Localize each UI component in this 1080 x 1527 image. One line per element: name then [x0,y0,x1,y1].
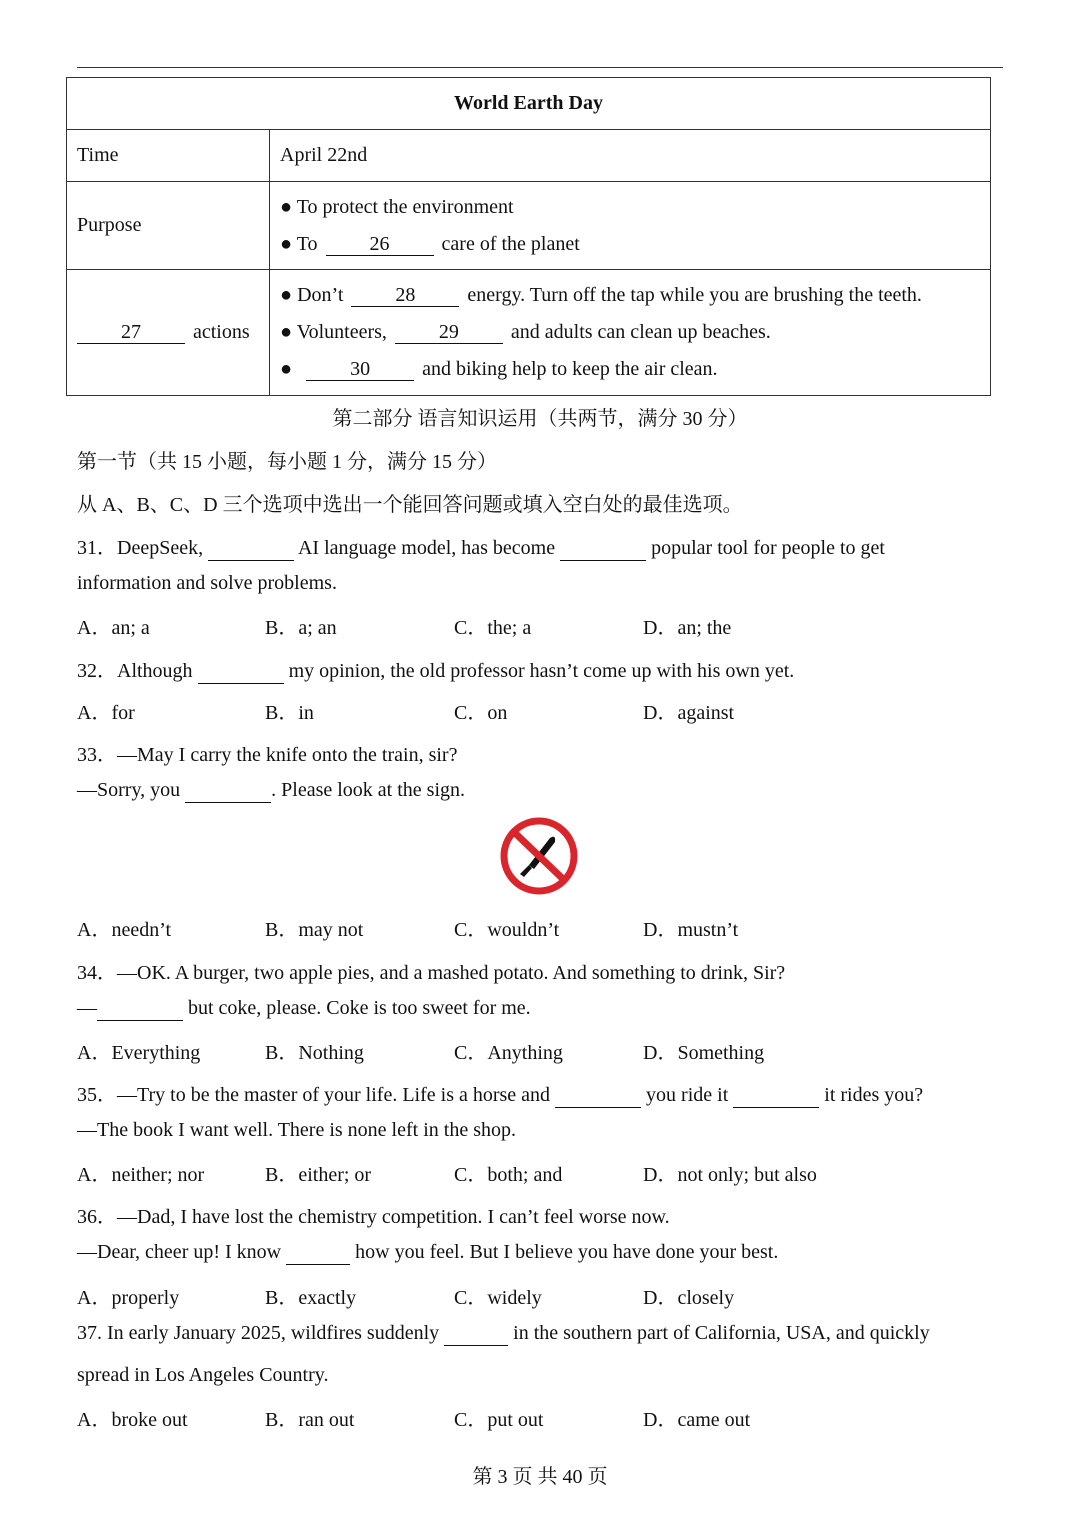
action-3-pre: ● [280,358,293,380]
q37-part-a: 37. In early January 2025, wildfires suddenly [77,1322,440,1344]
q37-blank [444,1322,508,1346]
q34-blank [97,997,183,1021]
q34-part-b: but coke, please. Coke is too sweet for me. [188,997,531,1019]
option: D．Something [643,1042,765,1064]
option: C．widely [454,1287,542,1309]
q35-line2: —The book I want well. There is none left in the shop. [77,1119,516,1141]
option: D．an; the [643,617,732,639]
q33-line2 [77,779,465,803]
option: B．Nothing [265,1042,364,1064]
q34-line1: 34．—OK. A burger, two apple pies, and a mashed potato. And something to drink, Sir? [77,962,786,984]
q35-part-c: it rides you? [824,1084,924,1106]
blank-30: 30 [306,358,414,381]
q35-part-b: you ride it [646,1084,729,1106]
q37-line1 [77,1322,930,1346]
option: C．Anything [454,1042,563,1064]
instructions: 从 A、B、C、D 三个选项中选出一个能回答问题或填入空白处的最佳选项。 [77,494,743,516]
q37-part-b: in the southern part of California, USA, and quickly [513,1322,930,1344]
purpose-item-1: ● To protect the environment [280,195,514,218]
q36-line2 [77,1241,778,1265]
q34-part-a: — [77,997,97,1019]
q31-part-b: AI language model, has become [297,537,556,559]
action-item-1 [280,277,980,314]
section1-heading: 第一节（共 15 小题，每小题 1 分，满分 15 分） [77,451,497,473]
purpose-2-pre: ● To [280,232,318,255]
option: B．either; or [265,1164,372,1186]
q35-line1 [77,1078,923,1108]
actions-list [270,270,991,396]
q32-blank [198,660,284,684]
q35-blank-1 [555,1084,641,1108]
purpose-cell [270,182,991,270]
q33-line1: 33．—May I carry the knife onto the train, sir? [77,744,458,766]
option: A．broke out [77,1409,188,1431]
option: A．needn’t [77,919,172,941]
option: C．wouldn’t [454,919,560,941]
option: C．the; a [454,617,532,639]
actions-cell [67,270,270,396]
action-2-post: and adults can clean up beaches. [510,321,771,343]
blank-26: 26 [326,233,434,256]
page-footer: 第 3 页 共 40 页 [472,1466,608,1488]
option: B．exactly [265,1287,357,1309]
q37-line2: spread in Los Angeles Country. [77,1364,329,1386]
no-knife-sign-icon [498,816,580,896]
option: C．both; and [454,1164,563,1186]
q32-part-b: my opinion, the old professor hasn’t come up with his own yet. [288,660,795,682]
q36-part-b: how you feel. But I believe you have done your best. [355,1241,779,1263]
action-2-pre: ● Volunteers, [280,321,387,343]
earth-day-table [66,77,991,396]
q35-blank-2 [733,1084,819,1108]
action-1-post: energy. Turn off the tap while you are brushing the teeth. [467,284,922,306]
option: A．for [77,702,135,724]
option: A．Everything [77,1042,201,1064]
option: D．not only; but also [643,1164,817,1186]
blank-28: 28 [351,284,459,307]
action-item-3 [280,351,980,388]
q36-part-a: —Dear, cheer up! I know [77,1241,282,1263]
q31-part-a: 31．DeepSeek, [77,537,204,559]
action-1-pre: ● Don’t [280,284,344,306]
action-3-post: and biking help to keep the air clean. [422,358,718,380]
q33-part-b: . Please look at the sign. [271,779,466,801]
purpose-2-post: care of the planet [441,232,580,255]
q31-line2: information and solve problems. [77,572,337,594]
option: B．a; an [265,617,337,639]
purpose-label: Purpose [67,182,270,270]
option: D．came out [643,1409,751,1431]
time-label: Time [67,130,270,182]
action-item-2 [280,314,980,351]
q32-line1 [77,654,794,684]
blank-29: 29 [395,321,503,344]
option: D．closely [643,1287,735,1309]
q31-line1 [77,531,885,561]
option: C．on [454,702,508,724]
option: C．put out [454,1409,544,1431]
option: B．may not [265,919,364,941]
q35-part-a: 35．—Try to be the master of your life. Life is a horse and [77,1084,551,1106]
purpose-item-2 [280,226,980,263]
option: D．against [643,702,735,724]
part2-heading: 第二部分 语言知识运用（共两节，满分 30 分） [332,408,748,430]
q33-blank [185,779,271,803]
q31-part-c: popular tool for people to get [651,537,885,559]
header-rule [77,67,1003,68]
q31-blank-2 [560,537,646,561]
q36-blank [286,1241,350,1265]
q32-part-a: 32．Although [77,660,193,682]
option: D．mustn’t [643,919,739,941]
option: B．in [265,702,314,724]
q34-line2 [77,997,531,1021]
option: A．an; a [77,617,150,639]
option: B．ran out [265,1409,355,1431]
blank-27: 27 [77,321,185,344]
q31-blank-1 [208,537,294,561]
q36-line1: 36．—Dad, I have lost the chemistry competition. I can’t feel worse now. [77,1206,670,1228]
time-value: April 22nd [270,130,991,182]
q33-part-a: —Sorry, you [77,779,181,801]
option: A．neither; nor [77,1164,205,1186]
actions-label: actions [193,321,250,343]
table-title: World Earth Day [67,78,991,130]
option: A．properly [77,1287,180,1309]
